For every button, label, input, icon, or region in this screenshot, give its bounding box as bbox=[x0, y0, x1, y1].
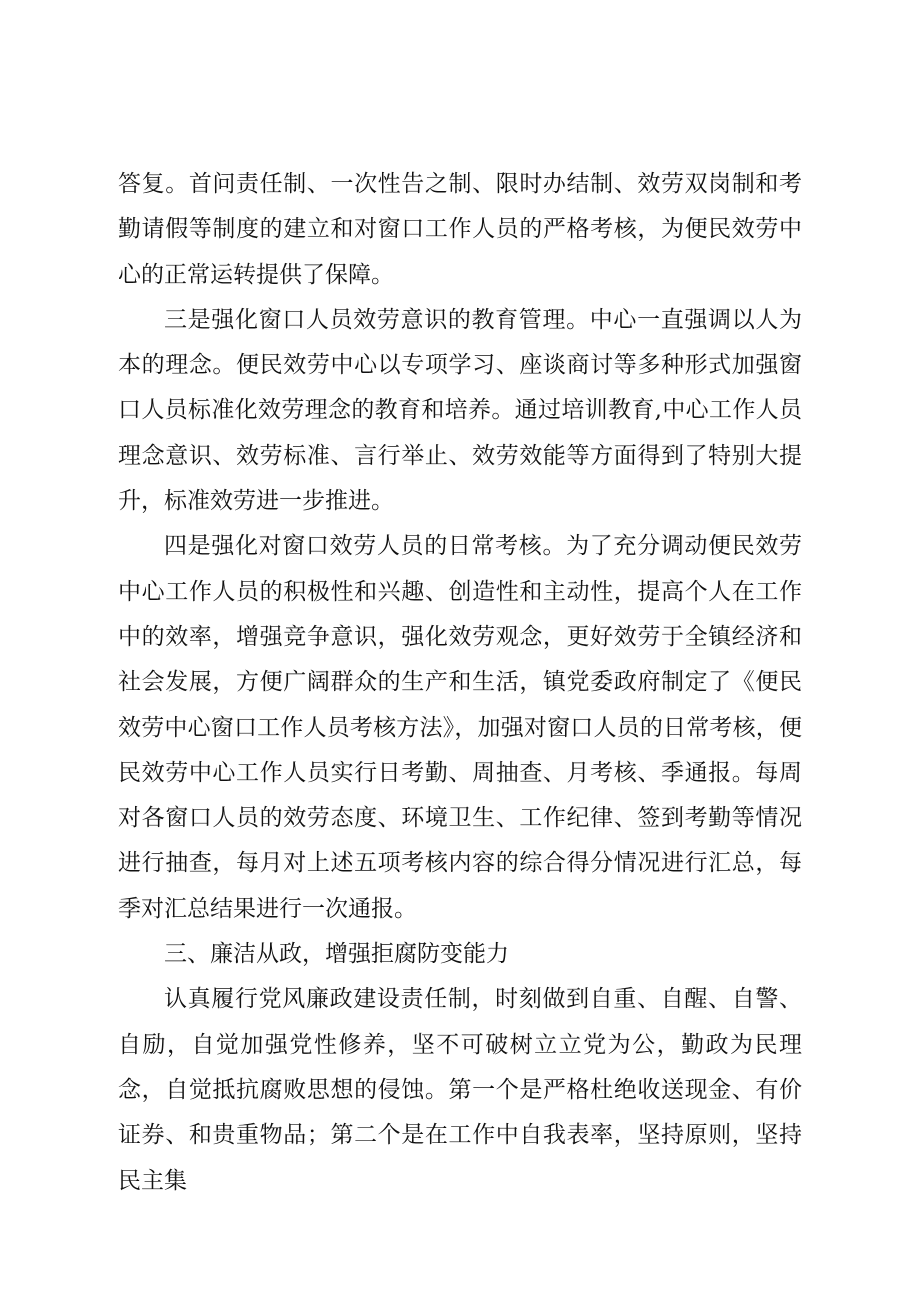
paragraph-integrity-body: 认真履行党风廉政建设责任制，时刻做到自重、自醒、自警、自励，自觉加强党性修养，坚不可破树立立党为公，勤政为民理念，自觉抵抗腐败思想的侵蚀。第一个是严格杜绝收送现金、有价证券、和贵重物品；第二个是在工作中自我表率，坚持原则，坚持民主集 bbox=[118, 986, 802, 1194]
paragraph-point-three: 三是强化窗口人员效劳意识的教育管理。中心一直强调以人为本的理念。便民效劳中心以专项学习、座谈商讨等多种形式加强窗口人员标准化效劳理念的教育和培养。通过培训教育,中心工作人员理念意识、效劳标准、言行举止、效劳效能等方面得到了特别大提升，标准效劳进一步推进。 bbox=[118, 306, 802, 515]
document-body bbox=[118, 162, 802, 1204]
section-heading-integrity: 三、廉洁从政，增强拒腐防变能力 bbox=[164, 941, 509, 968]
paragraph-point-four: 四是强化对窗口效劳人员的日常考核。为了充分调动便民效劳中心工作人员的积极性和兴趣、创造性和主动性，提高个人在工作中的效率，增强竞争意识，强化效劳观念，更好效劳于全镇经济和社会发展，方便广阔群众的生产和生活，镇党委政府制定了《便民效劳中心窗口工作人员考核方法》，加强对窗口人员的日常考核，便民效劳中心工作人员实行日考勤、周抽查、月考核、季通报。每周对各窗口人员的效劳态度、环境卫生、工作纪律、签到考勤等情况进行抽查，每月对上述五项考核内容的综合得分情况进行汇总，每季对汇总结果进行一次通报。 bbox=[118, 533, 802, 922]
paragraph-continuation: 答复。首问责任制、一次性告之制、限时办结制、效劳双岗制和考勤请假等制度的建立和对窗口工作人员的严格考核，为便民效劳中心的正常运转提供了保障。 bbox=[118, 171, 802, 288]
